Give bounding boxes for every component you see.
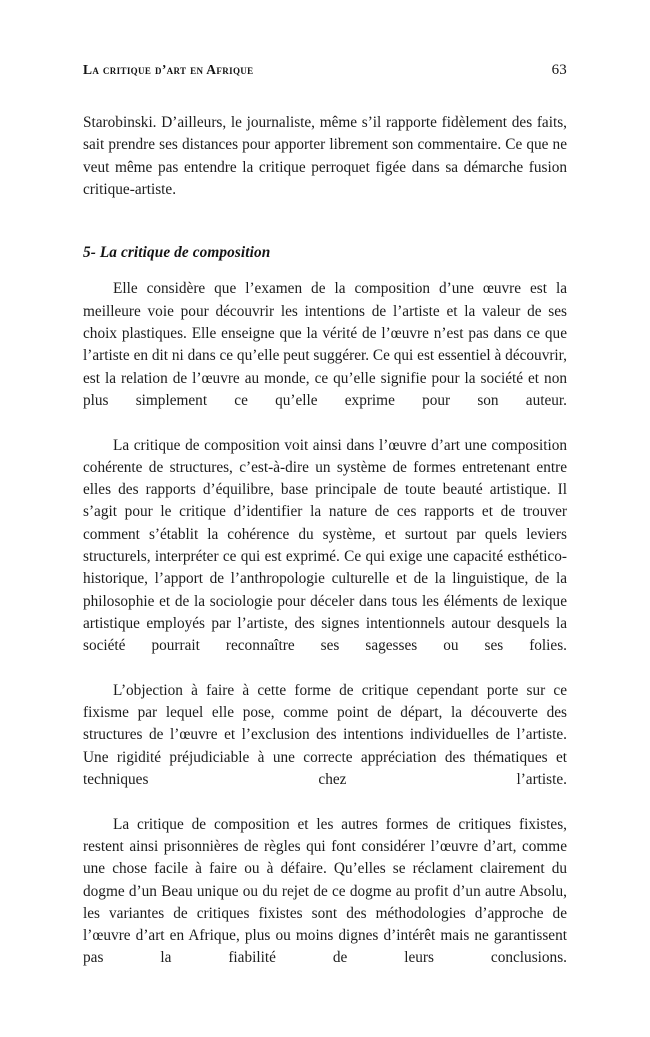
- paragraph-continuation: Starobinski. D’ailleurs, le journaliste, même s’il rapporte fidèlement des faits, sait prendre ses distances pour apporter librement son commentaire. Ce que ne veut même pas entendre la critique perroquet figée dans sa démarche fusion critique-artiste.: [83, 114, 567, 198]
- paragraph-5: La critique de composition et les autres formes de critiques fixistes, restent ainsi prisonnières de règles qui font considérer l’œuvre d’art, comme une chose facile à faire ou à défaire. Qu’elles se réclament clairement du dogme d’un Beau unique ou du rejet de ce dogme au profit d’un autre Absolu, les variantes de critiques fixistes sont des méthodologies d’approche de l’œuvre d’art en Afrique, plus ou moins dignes d’intérêt mais ne garantissent pas la fiabilité de leurs conclusions.: [83, 815, 567, 967]
- paragraph-3: La critique de composition voit ainsi dans l’œuvre d’art une composition cohérente de structures, c’est-à-dire un système de formes entretenant entre elles des rapports d’équilibre, base principale de toute beauté artistique. Il s’agit pour le critique d’identifier la nature de ces rapports et de trouver comment s’établit la cohérence du système, et surtout par quels leviers structurels, interpréter ce qui est exprimé. Ce qui exige une capacité esthético-historique, l’apport de l’anthropologie culturelle et de la linguistique, de la philosophie et de la sociologie pour déceler dans tous les éléments de lexique artistique employés par l’artiste, des signes intentionnels autour desquels la société pourrait reconnaître ses sagesses ou ses folies.: [83, 436, 567, 655]
- section-heading-5: 5- La critique de composition: [83, 244, 271, 262]
- paragraph-4: L’objection à faire à cette forme de critique cependant porte sur ce fixisme par lequel elle pose, comme point de départ, la découverte des structures de l’œuvre et l’exclusion des intentions individuelles de l’artiste. Une rigidité préjudiciable à une correcte appréciation des thématiques et techniques chez l’artiste.: [83, 681, 567, 789]
- running-head: [83, 62, 567, 82]
- paragraph-2: Elle considère que l’examen de la composition d’une œuvre est la meilleure voie pour découvrir les intentions de l’artiste et la valeur de ses choix plastiques. Elle enseigne que la vérité de l’œuvre n’est pas dans ce que l’artiste en dit ni dans ce qu’elle peut suggérer. Ce qui est essentiel à découvrir, est la relation de l’œuvre au monde, ce qu’elle signifie pour la société et non plus simplement ce qu’elle exprime pour son auteur.: [83, 280, 567, 409]
- running-head-title: La critique d’art en Afrique: [83, 62, 254, 77]
- page-number: 63: [551, 62, 567, 78]
- body-text-block: [83, 112, 567, 992]
